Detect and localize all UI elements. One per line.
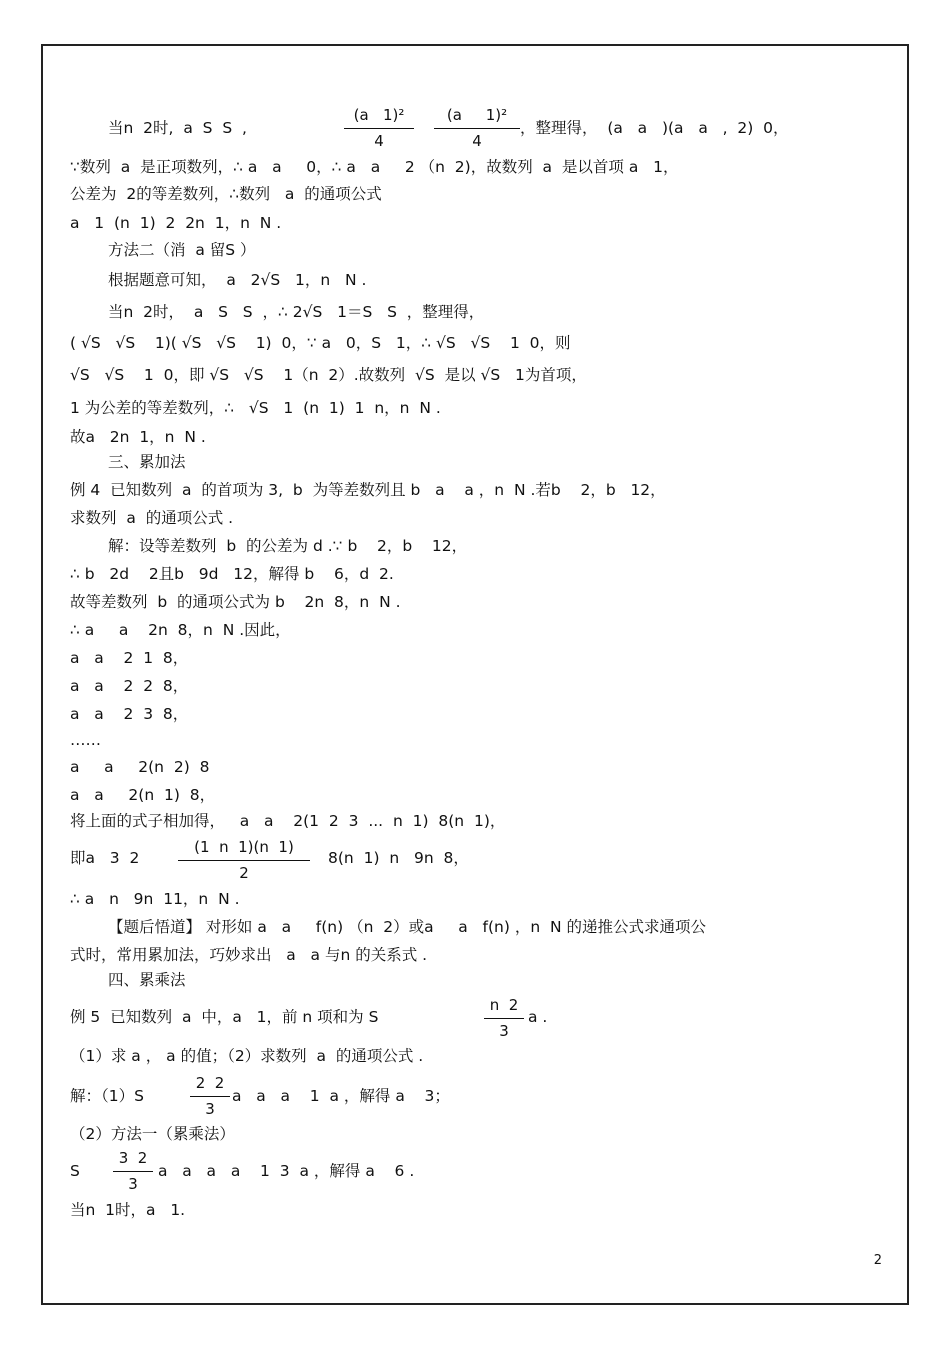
text-line: ，整理得， (a a )(a a , 2) 0， [520, 119, 789, 137]
text-line: a 1 (n 1) 2 2n 1，n N . [70, 214, 282, 232]
text-line: a a 2(n 1) 8， [70, 786, 216, 804]
page-border [41, 44, 909, 1305]
text-line: （1）求 a ， a 的值；（2）求数列 a 的通项公式 . [70, 1047, 424, 1065]
text-line: 例 4 已知数列 a 的首项为 3, b 为等差数列且 b a a ，n N .若b 2，b 12， [70, 481, 666, 499]
text-line: 当n 2时, a S S , [108, 119, 247, 137]
text-line: 解：（1）S [70, 1087, 144, 1105]
text-line: 三、累加法 [108, 453, 186, 471]
text-line: a a 2 2 8， [70, 677, 189, 695]
text-line: （2）方法一（累乘法） [70, 1125, 235, 1143]
fraction-bar [434, 128, 520, 129]
text-line: …… [70, 731, 101, 749]
text-line: ∵数列 a 是正项数列，∴ a a 0，∴ a a 2 （n 2)，故数列 a 是以首项 a 1， [70, 158, 679, 176]
fraction-bar [113, 1171, 153, 1172]
fraction-denominator: 4 [472, 132, 482, 150]
text-line: a a 2(n 2) 8 [70, 758, 210, 776]
text-line: 四、累乘法 [108, 971, 186, 989]
text-line: a a a a 1 3 a ，解得 a 6 . [158, 1162, 415, 1180]
text-line: S [70, 1162, 80, 1180]
text-line: 故等差数列 b 的通项公式为 b 2n 8，n N . [70, 593, 401, 611]
fraction-denominator: 4 [374, 132, 384, 150]
text-line: 8(n 1) n 9n 8， [328, 849, 469, 867]
fraction-numerator: (1 n 1)(n 1) [194, 838, 294, 856]
fraction-numerator: 2 2 [195, 1074, 225, 1092]
text-line: 1 为公差的等差数列，∴ √S 1 (n 1) 1 n，n N . [70, 399, 441, 417]
fraction-denominator: 3 [205, 1100, 215, 1118]
text-line: 根据题意可知， a 2√S 1，n N . [108, 271, 367, 289]
page-number: 2 [873, 1253, 882, 1268]
text-line: 解：设等差数列 b 的公差为 d .∵ b 2，b 12， [108, 537, 468, 555]
fraction-numerator: (a 1)² [446, 106, 508, 124]
text-line: 求数列 a 的通项公式 . [70, 509, 234, 527]
fraction-bar [178, 860, 310, 861]
text-line: √S √S 1 0，即 √S √S 1（n 2）.故数列 √S 是以 √S 1为首项， [70, 366, 587, 384]
text-line: 例 5 已知数列 a 中，a 1，前 n 项和为 S [70, 1008, 379, 1026]
fraction-bar [484, 1018, 524, 1019]
text-line: 方法二（消 a 留S ） [108, 241, 256, 259]
fraction-denominator: 2 [239, 864, 249, 882]
text-line: 式时，常用累加法，巧妙求出 a a 与n 的关系式 . [70, 946, 428, 964]
fraction-denominator: 3 [499, 1022, 509, 1040]
text-line: 将上面的式子相加得， a a 2(1 2 3 ... n 1) 8(n 1)， [70, 812, 506, 830]
text-line: ∴ b 2d 2且b 9d 12，解得 b 6，d 2. [70, 565, 394, 583]
text-line: a a 2 3 8， [70, 705, 189, 723]
fraction-bar [344, 128, 414, 129]
fraction-bar [190, 1096, 230, 1097]
fraction-denominator: 3 [128, 1175, 138, 1193]
text-line: 当n 1时，a 1. [70, 1201, 186, 1219]
text-line: a a a 1 a ，解得 a 3； [232, 1087, 450, 1105]
text-line: 当n 2时， a S S ，∴ 2√S 1＝S S ，整理得， [108, 303, 485, 321]
text-line: a a 2 1 8， [70, 649, 189, 667]
fraction-numerator: 3 2 [118, 1149, 148, 1167]
text-line: ∴ a a 2n 8，n N .因此， [70, 621, 291, 639]
text-line: 故a 2n 1，n N . [70, 428, 206, 446]
text-line: ∴ a n 9n 11，n N . [70, 890, 240, 908]
text-line: 即a 3 2 [70, 849, 140, 867]
fraction-numerator: (a 1)² [353, 106, 405, 124]
text-line: 公差为 2的等差数列，∴数列 a 的通项公式 [70, 185, 382, 203]
fraction-numerator: n 2 [489, 996, 519, 1014]
text-line: 【题后悟道】 对形如 a a f(n) （n 2）或a a f(n) ，n N 的递推公式求通项公 [108, 918, 707, 936]
text-line: a . [528, 1008, 548, 1026]
text-line: ( √S √S 1)( √S √S 1) 0，∵ a 0，S 1，∴ √S √S 1 0，则 [70, 334, 571, 352]
